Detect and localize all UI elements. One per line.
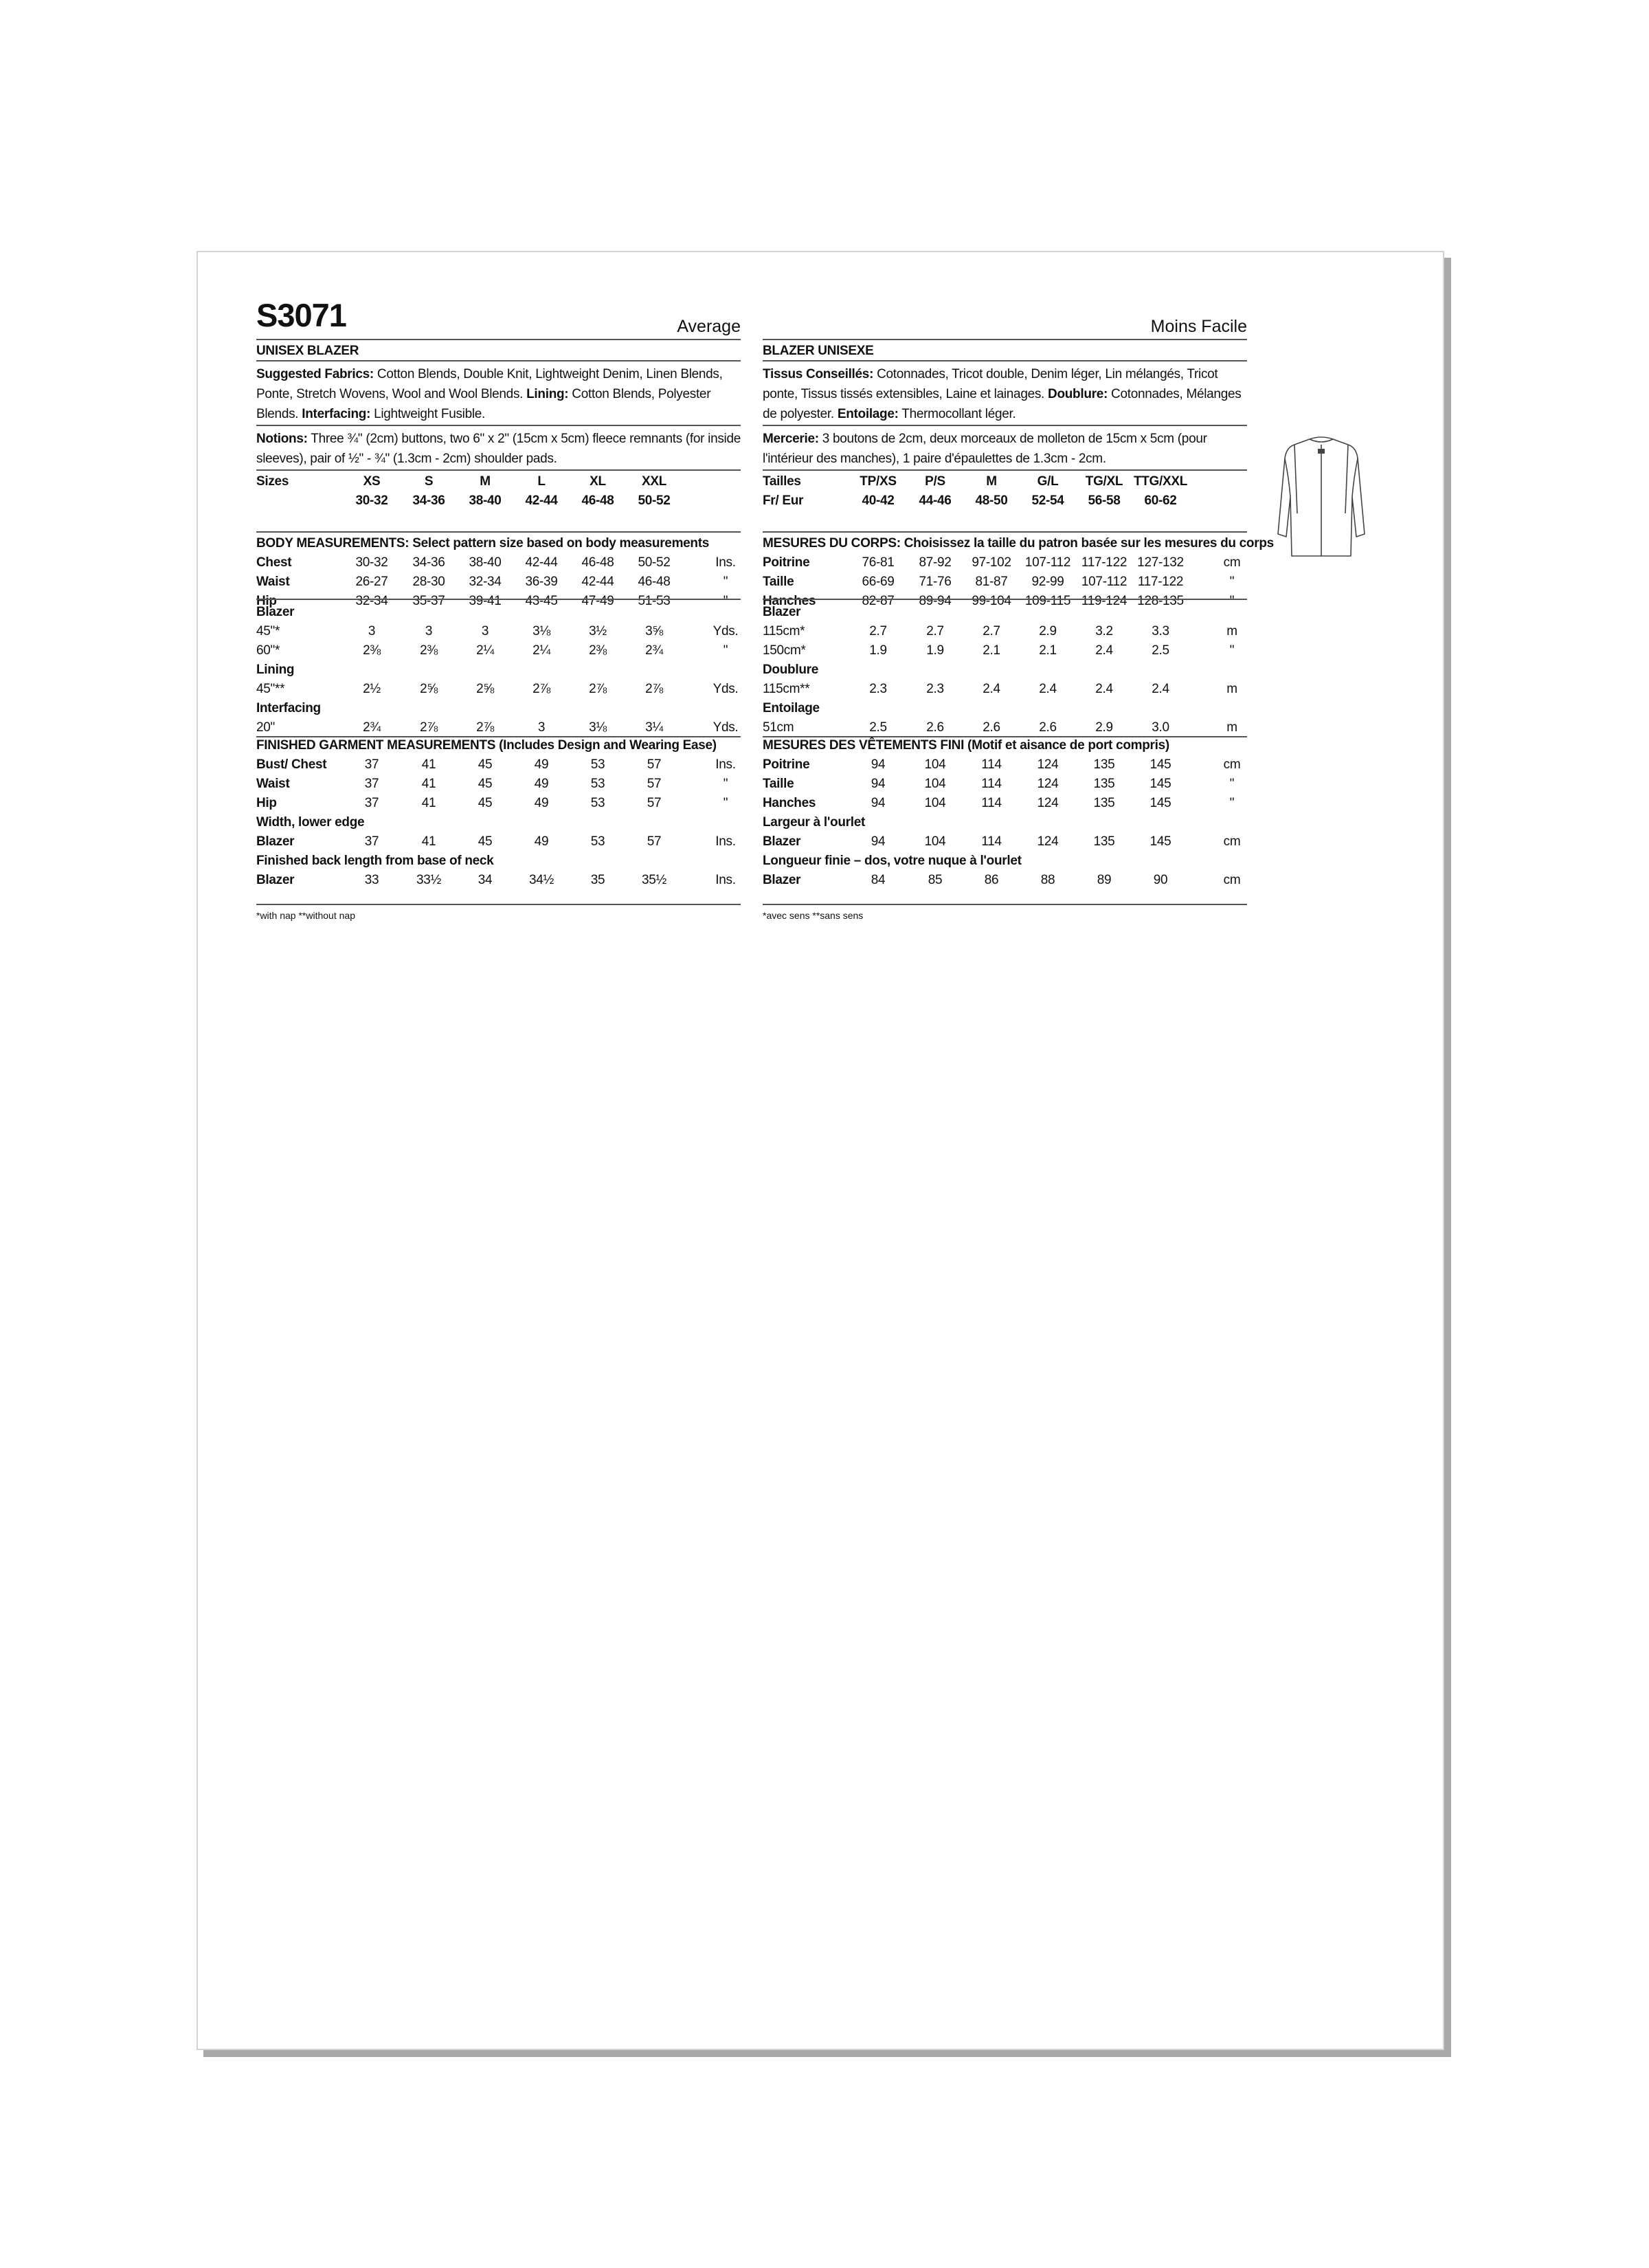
size-name: TG/XL xyxy=(1085,474,1123,489)
interfacing-label: Entoilage: xyxy=(833,407,899,421)
finished-measurements-heading: FINISHED GARMENT MEASUREMENTS (Includes Design and Wearing Ease) xyxy=(256,738,717,753)
sizes-label: Tailles xyxy=(763,474,801,489)
measurement-value: 97-102 xyxy=(972,555,1011,570)
measurement-value: 34-36 xyxy=(412,555,445,570)
measurement-value: 104 xyxy=(924,796,946,810)
measurement-value: 37 xyxy=(364,834,379,849)
divider xyxy=(763,599,1247,600)
size-range: 40-42 xyxy=(862,493,895,508)
divider xyxy=(256,904,741,905)
notions-label: Notions: xyxy=(256,432,308,446)
row-label: Waist xyxy=(256,575,290,589)
row-group-label: Blazer xyxy=(763,605,801,619)
measurement-value: 2.3 xyxy=(926,682,944,696)
fabric-description xyxy=(763,364,1247,424)
unit-label: Ins. xyxy=(715,873,736,887)
measurement-value: 94 xyxy=(871,834,886,849)
measurement-value: 114 xyxy=(981,777,1002,791)
measurement-value: 51-53 xyxy=(638,594,671,608)
measurement-value: 2⅜ xyxy=(589,643,607,658)
row-label: Bust/ Chest xyxy=(256,757,327,772)
measurement-value: 35½ xyxy=(641,873,667,887)
measurement-value: 85 xyxy=(928,873,943,887)
size-range: 48-50 xyxy=(975,493,1008,508)
measurement-value: 135 xyxy=(1093,796,1115,810)
measurement-value: 124 xyxy=(1037,796,1059,810)
unit-label: m xyxy=(1226,682,1237,696)
measurement-value: 2.9 xyxy=(1095,720,1113,735)
measurement-value: 36-39 xyxy=(525,575,558,589)
measurement-value: 2¾ xyxy=(363,720,381,735)
measurement-value: 37 xyxy=(364,796,379,810)
measurement-value: 3.0 xyxy=(1152,720,1169,735)
measurement-value: 37 xyxy=(364,777,379,791)
measurement-value: 135 xyxy=(1093,777,1115,791)
measurement-value: 34 xyxy=(478,873,493,887)
measurement-value: 90 xyxy=(1153,873,1168,887)
measurement-value: 117-122 xyxy=(1137,575,1184,589)
notions-description xyxy=(763,429,1247,469)
divider xyxy=(763,904,1247,905)
sizes-label: Sizes xyxy=(256,474,289,489)
row-label: 60"* xyxy=(256,643,280,658)
measurement-value: 26-27 xyxy=(355,575,388,589)
interfacing-text: Thermocollant léger. xyxy=(898,407,1016,421)
measurement-value: 145 xyxy=(1149,757,1171,772)
unit-label: Ins. xyxy=(715,757,736,772)
size-name: TTG/XXL xyxy=(1133,474,1188,489)
row-label: Hip xyxy=(256,796,277,810)
divider xyxy=(763,531,1247,533)
measurement-value: 46-48 xyxy=(638,575,671,589)
row-label: Blazer xyxy=(763,873,801,887)
measurement-value: 87-92 xyxy=(919,555,952,570)
size-range: 52-54 xyxy=(1031,493,1064,508)
measurement-value: 2⅞ xyxy=(532,682,550,696)
garment-title: BLAZER UNISEXE xyxy=(763,344,874,358)
measurement-value: 89-94 xyxy=(919,594,952,608)
row-label: 115cm** xyxy=(763,682,810,696)
size-range: 60-62 xyxy=(1144,493,1177,508)
row-label: Hip xyxy=(256,594,277,608)
row-group-label: Width, lower edge xyxy=(256,815,365,830)
measurement-value: 2.6 xyxy=(1039,720,1057,735)
row-group-label: Doublure xyxy=(763,663,818,677)
measurement-value: 145 xyxy=(1149,777,1171,791)
unit-label: m xyxy=(1226,624,1237,638)
divider xyxy=(256,736,741,737)
unit-label: " xyxy=(1229,594,1235,608)
measurement-value: 135 xyxy=(1093,757,1115,772)
measurement-value: 2.6 xyxy=(983,720,1000,735)
unit-label: cm xyxy=(1223,834,1241,849)
measurement-value: 104 xyxy=(924,777,946,791)
measurement-value: 3 xyxy=(481,624,489,638)
measurement-value: 3 xyxy=(368,624,376,638)
measurement-value: 42-44 xyxy=(581,575,614,589)
row-label: Poitrine xyxy=(763,555,810,570)
measurement-value: 41 xyxy=(421,757,436,772)
row-label: Chest xyxy=(256,555,292,570)
row-label: Blazer xyxy=(763,834,801,849)
measurement-value: 2.7 xyxy=(869,624,887,638)
measurement-value: 53 xyxy=(590,777,605,791)
measurement-value: 2¾ xyxy=(645,643,663,658)
size-name: XXL xyxy=(641,474,667,489)
measurement-value: 45 xyxy=(478,757,493,772)
measurement-value: 107-112 xyxy=(1024,555,1071,570)
measurement-value: 2.5 xyxy=(1152,643,1169,658)
measurement-value: 119-124 xyxy=(1081,594,1128,608)
row-group-label: Finished back length from base of neck xyxy=(256,854,494,868)
notions-label: Mercerie: xyxy=(763,432,819,446)
measurement-value: 3¼ xyxy=(645,720,663,735)
measurement-value: 2⅞ xyxy=(420,720,438,735)
unit-label: " xyxy=(1229,777,1235,791)
measurement-value: 117-122 xyxy=(1081,555,1128,570)
measurement-value: 124 xyxy=(1037,777,1059,791)
unit-label: m xyxy=(1226,720,1237,735)
measurement-value: 53 xyxy=(590,834,605,849)
measurement-value: 145 xyxy=(1149,834,1171,849)
measurement-value: 82-87 xyxy=(862,594,895,608)
measurement-value: 2⅞ xyxy=(589,682,607,696)
divider xyxy=(763,469,1247,471)
size-range: 46-48 xyxy=(581,493,614,508)
size-range: 56-58 xyxy=(1088,493,1121,508)
body-measurements-heading: BODY MEASUREMENTS: Select pattern size based on body measurements xyxy=(256,536,710,551)
measurement-value: 49 xyxy=(534,777,549,791)
measurement-value: 1.9 xyxy=(869,643,887,658)
garment-title: UNISEX BLAZER xyxy=(256,344,359,358)
measurement-value: 107-112 xyxy=(1081,575,1128,589)
fabric-description xyxy=(256,364,741,424)
blazer-back-view-icon xyxy=(1277,431,1366,568)
interfacing-text: Lightweight Fusible. xyxy=(370,407,486,421)
measurement-value: 39-41 xyxy=(469,594,502,608)
row-group-label: Blazer xyxy=(256,605,295,619)
row-label: Poitrine xyxy=(763,757,810,772)
measurement-value: 128-135 xyxy=(1137,594,1184,608)
lining-label: Lining: xyxy=(523,387,569,401)
divider xyxy=(256,599,741,600)
row-label: Blazer xyxy=(256,834,295,849)
measurement-value: 71-76 xyxy=(919,575,952,589)
measurement-value: 2⅜ xyxy=(363,643,381,658)
measurement-value: 2.1 xyxy=(983,643,1000,658)
size-name: M xyxy=(986,474,997,489)
size-name: XL xyxy=(590,474,606,489)
measurement-value: 47-49 xyxy=(581,594,614,608)
size-name: L xyxy=(537,474,546,489)
measurement-value: 109-115 xyxy=(1024,594,1071,608)
notions-text: Three ¾" (2cm) buttons, two 6" x 2" (15cm x 5cm) fleece remnants (for inside sleeves), pair of ½" - ¾" (1.3cm - 2cm) shoulder pads. xyxy=(256,432,741,466)
measurement-value: 124 xyxy=(1037,834,1059,849)
unit-label: " xyxy=(723,594,728,608)
measurement-value: 45 xyxy=(478,777,493,791)
measurement-value: 2.4 xyxy=(983,682,1000,696)
lining-text: Cotton Blends, Polyester Blends. xyxy=(256,387,711,421)
unit-label: " xyxy=(723,796,728,810)
fabrics-label: Suggested Fabrics: xyxy=(256,367,374,381)
measurement-value: 2.3 xyxy=(869,682,887,696)
size-range: 30-32 xyxy=(355,493,388,508)
measurement-value: 92-99 xyxy=(1031,575,1064,589)
row-label: 20" xyxy=(256,720,275,735)
measurement-value: 35-37 xyxy=(412,594,445,608)
measurement-value: 3.2 xyxy=(1095,624,1113,638)
measurement-value: 46-48 xyxy=(581,555,614,570)
divider xyxy=(256,339,741,340)
measurement-value: 84 xyxy=(871,873,886,887)
measurement-value: 88 xyxy=(1040,873,1055,887)
row-label: 115cm* xyxy=(763,624,805,638)
measurement-value: 42-44 xyxy=(525,555,558,570)
row-label: 51cm xyxy=(763,720,794,735)
size-name: XS xyxy=(363,474,381,489)
measurement-value: 3 xyxy=(425,624,433,638)
row-label: Hanches xyxy=(763,594,816,608)
row-label: Taille xyxy=(763,575,794,589)
measurement-value: 45 xyxy=(478,796,493,810)
measurement-value: 57 xyxy=(647,777,662,791)
footnote: *with nap **without nap xyxy=(256,910,355,921)
measurement-value: 99-104 xyxy=(972,594,1011,608)
pattern-envelope-back xyxy=(197,251,1444,2050)
unit-label: " xyxy=(723,643,728,658)
unit-label: Yds. xyxy=(713,682,739,696)
unit-label: " xyxy=(1229,643,1235,658)
measurement-value: 45 xyxy=(478,834,493,849)
measurement-value: 3.3 xyxy=(1152,624,1169,638)
unit-label: " xyxy=(1229,575,1235,589)
divider xyxy=(763,360,1247,362)
unit-label: " xyxy=(1229,796,1235,810)
measurement-value: 94 xyxy=(871,777,886,791)
pattern-number: S3071 xyxy=(256,297,346,333)
size-range: 38-40 xyxy=(469,493,502,508)
notions-description xyxy=(256,429,741,469)
measurement-value: 2⅞ xyxy=(476,720,494,735)
measurement-value: 2.4 xyxy=(1039,682,1057,696)
measurement-value: 50-52 xyxy=(638,555,671,570)
row-label: 45"** xyxy=(256,682,285,696)
measurement-value: 135 xyxy=(1093,834,1115,849)
measurement-value: 86 xyxy=(984,873,999,887)
measurement-value: 66-69 xyxy=(862,575,895,589)
unit-label: " xyxy=(723,777,728,791)
divider xyxy=(256,425,741,426)
unit-label: Ins. xyxy=(715,834,736,849)
skill-level: Average xyxy=(677,317,741,336)
divider xyxy=(256,469,741,471)
measurement-value: 124 xyxy=(1037,757,1059,772)
measurement-value: 3½ xyxy=(589,624,607,638)
measurement-value: 32-34 xyxy=(469,575,502,589)
size-name: P/S xyxy=(925,474,945,489)
measurement-value: 104 xyxy=(924,834,946,849)
unit-label: cm xyxy=(1223,555,1241,570)
measurement-value: 49 xyxy=(534,834,549,849)
footnote: *avec sens **sans sens xyxy=(763,910,864,921)
measurement-value: 114 xyxy=(981,757,1002,772)
measurement-value: 49 xyxy=(534,796,549,810)
measurement-value: 2.4 xyxy=(1095,643,1113,658)
measurement-value: 2.7 xyxy=(983,624,1000,638)
measurement-value: 2.9 xyxy=(1039,624,1057,638)
row-group-label: Interfacing xyxy=(256,701,321,715)
size-name: S xyxy=(424,474,434,489)
size-range: 34-36 xyxy=(412,493,445,508)
row-label: 45"* xyxy=(256,624,280,638)
unit-label: cm xyxy=(1223,757,1241,772)
measurement-value: 2⅞ xyxy=(645,682,663,696)
unit-label: Ins. xyxy=(715,555,736,570)
measurement-value: 76-81 xyxy=(862,555,895,570)
size-name: TP/XS xyxy=(860,474,897,489)
divider xyxy=(763,736,1247,737)
fabrics-label: Tissus Conseillés: xyxy=(763,367,874,381)
measurement-value: 37 xyxy=(364,757,379,772)
measurement-value: 38-40 xyxy=(469,555,502,570)
measurement-value: 145 xyxy=(1149,796,1171,810)
size-name: M xyxy=(480,474,491,489)
measurement-value: 28-30 xyxy=(412,575,445,589)
measurement-value: 33 xyxy=(364,873,379,887)
measurement-value: 94 xyxy=(871,796,886,810)
measurement-value: 127-132 xyxy=(1137,555,1184,570)
measurement-value: 53 xyxy=(590,796,605,810)
divider xyxy=(763,339,1247,340)
measurement-value: 41 xyxy=(421,796,436,810)
measurement-value: 2¼ xyxy=(476,643,494,658)
measurement-value: 104 xyxy=(924,757,946,772)
measurement-value: 43-45 xyxy=(525,594,558,608)
measurement-value: 2.5 xyxy=(869,720,887,735)
row-label: Taille xyxy=(763,777,794,791)
divider xyxy=(256,531,741,533)
measurement-value: 2.6 xyxy=(926,720,944,735)
divider xyxy=(763,425,1247,426)
measurement-value: 2.1 xyxy=(1039,643,1057,658)
size-range: 44-46 xyxy=(919,493,952,508)
measurement-value: 34½ xyxy=(528,873,554,887)
unit-label: " xyxy=(723,575,728,589)
size-range: 42-44 xyxy=(525,493,558,508)
sizes-label-secondary: Fr/ Eur xyxy=(763,493,804,508)
measurement-value: 30-32 xyxy=(355,555,388,570)
measurement-value: 49 xyxy=(534,757,549,772)
measurement-value: 57 xyxy=(647,796,662,810)
row-group-label: Longueur finie – dos, votre nuque à l'ourlet xyxy=(763,854,1022,868)
interfacing-label: Interfacing: xyxy=(302,407,371,421)
measurement-value: 53 xyxy=(590,757,605,772)
notions-text: 3 boutons de 2cm, deux morceaux de molleton de 15cm x 5cm (pour l'intérieur des manches), 1 paire d'épaulettes de 1.3cm - 2cm. xyxy=(763,432,1207,466)
row-label: Blazer xyxy=(256,873,295,887)
measurement-value: 94 xyxy=(871,757,886,772)
lining-text: Cotonnades, Mélanges de polyester. xyxy=(763,387,1242,421)
lining-label: Doublure: xyxy=(1044,387,1108,401)
measurement-value: 89 xyxy=(1097,873,1112,887)
unit-label: Yds. xyxy=(713,720,739,735)
row-label: Hanches xyxy=(763,796,816,810)
measurement-value: 114 xyxy=(981,796,1002,810)
measurement-value: 57 xyxy=(647,757,662,772)
measurement-value: 32-34 xyxy=(355,594,388,608)
body-measurements-heading: MESURES DU CORPS: Choisissez la taille du patron basée sur les mesures du corps xyxy=(763,536,1274,551)
row-label: Waist xyxy=(256,777,290,791)
measurement-value: 2⅝ xyxy=(420,682,438,696)
size-range: 50-52 xyxy=(638,493,671,508)
measurement-value: 2.7 xyxy=(926,624,944,638)
measurement-value: 3⅝ xyxy=(645,624,663,638)
row-label: 150cm* xyxy=(763,643,806,658)
size-name: G/L xyxy=(1037,474,1059,489)
measurement-value: 1.9 xyxy=(926,643,944,658)
measurement-value: 3⅛ xyxy=(589,720,607,735)
measurement-value: 2.4 xyxy=(1152,682,1169,696)
measurement-value: 2.4 xyxy=(1095,682,1113,696)
row-group-label: Largeur à l'ourlet xyxy=(763,815,866,830)
row-group-label: Entoilage xyxy=(763,701,820,715)
unit-label: cm xyxy=(1223,873,1241,887)
measurement-value: 114 xyxy=(981,834,1002,849)
measurement-value: 3 xyxy=(537,720,546,735)
skill-level: Moins Facile xyxy=(1150,317,1247,336)
measurement-value: 2⅜ xyxy=(420,643,438,658)
fabrics-text: Cotton Blends, Double Knit, Lightweight Denim, Linen Blends, Ponte, Stretch Wovens, Wool and Wool Blends. xyxy=(256,367,723,401)
unit-label: Yds. xyxy=(713,624,739,638)
measurement-value: 57 xyxy=(647,834,662,849)
measurement-value: 41 xyxy=(421,777,436,791)
measurement-value: 81-87 xyxy=(975,575,1008,589)
finished-measurements-heading: MESURES DES VÊTEMENTS FINI (Motif et aisance de port compris) xyxy=(763,738,1169,753)
fabrics-text: Cotonnades, Tricot double, Denim léger, Lin mélangés, Tricot ponte, Tissus tissés extensibles, Laine et lainages. xyxy=(763,367,1218,401)
measurement-value: 3⅛ xyxy=(532,624,550,638)
divider xyxy=(256,360,741,362)
measurement-value: 2¼ xyxy=(532,643,550,658)
measurement-value: 33½ xyxy=(416,873,442,887)
measurement-value: 2⅝ xyxy=(476,682,494,696)
row-group-label: Lining xyxy=(256,663,295,677)
measurement-value: 35 xyxy=(590,873,605,887)
measurement-value: 41 xyxy=(421,834,436,849)
measurement-value: 2½ xyxy=(363,682,381,696)
